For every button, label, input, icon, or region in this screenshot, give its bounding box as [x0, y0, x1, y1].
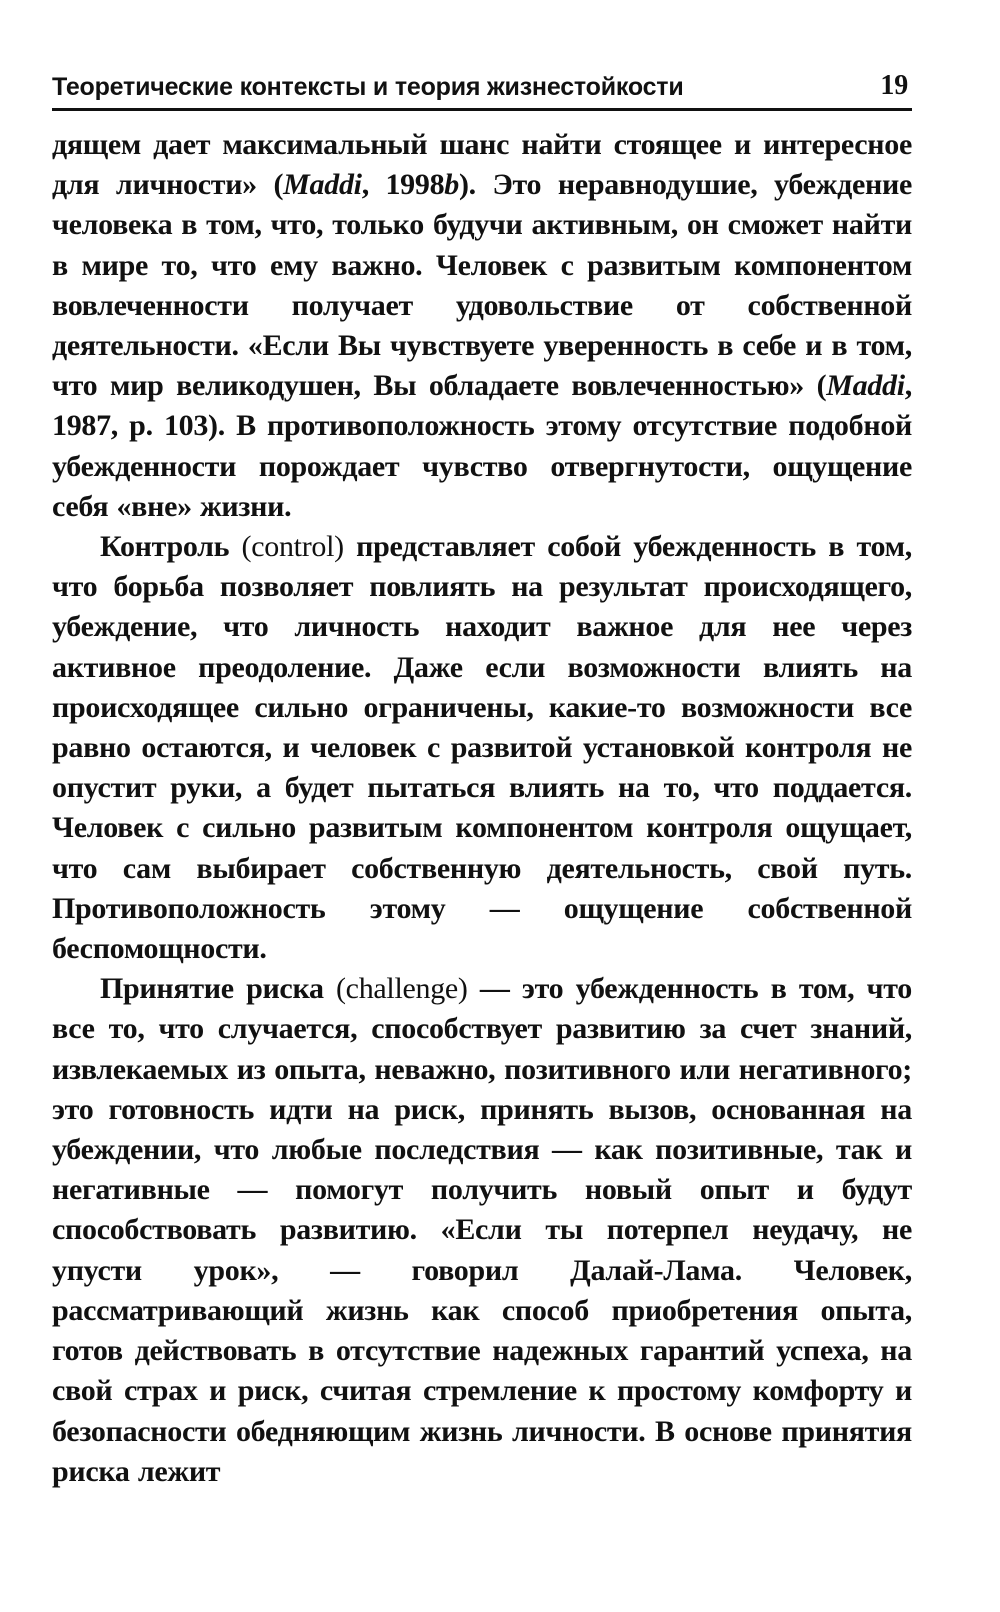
book-page [52, 70, 912, 1570]
citation-suffix: b [444, 168, 459, 202]
paragraph-control [52, 527, 912, 969]
term-challenge: Принятие риска [100, 972, 324, 1006]
term-control: Контроль [100, 530, 230, 564]
paragraph-text: — это убежденность в том, что все то, что случается, способствует развитию за счет знаний, извлекаемых из опыта, неважно, позитивного или негативного; это готовность идти на риск, принять вызов, основанная на убеждении, что любые последствия — как позитивные, так и негативные — помогут получить новый опыт и будут способствовать развитию. «Если ты потерпел неудачу, не упусти урок», — говорил Далай-Лама. Человек, рассматривающий жизнь как способ приобретения опыта, готов действовать в отсутствие надежных гарантий успеха, на свой страх и риск, считая стремление к простому комфорту и безопасности обедняющим жизнь личности. В основе принятия риска лежит [52, 972, 912, 1488]
citation-year: , 1998 [361, 168, 445, 202]
running-header [52, 70, 912, 111]
paragraph-text: ). Это неравнодушие, убеждение человека в том, что, только будучи активным, он сможет найти в мире то, что ему важно. Человек с развитым компонентом вовлеченности получает удовольствие от собственной деятельности. «Если Вы чувствуете уверенность в себе и в том, что мир великодушен, Вы обладаете вовлеченностью» ( [52, 168, 912, 403]
paragraph-text: , 1987, p. 103). В противоположность этому отсутствие подобной убежденности порождает чувство отвергнутости, ощущение себя «вне» жизни. [52, 369, 912, 523]
paragraph-challenge [52, 969, 912, 1492]
body-text [52, 125, 912, 1492]
paragraph-involvement-continued [52, 125, 912, 527]
citation-author: Maddi [826, 369, 905, 403]
page-number: 19 [880, 70, 908, 101]
citation-author: Maddi [283, 168, 362, 202]
running-title: Теоретические контексты и теория жизнестойкости [52, 73, 684, 101]
paragraph-text: представляет собой убежденность в том, что борьба позволяет повлиять на результат происходящего, убеждение, что личность находит важное для нее через активное преодоление. Даже если возможности влиять на происходящее сильно ограничены, какие-то возможности все равно остаются, и человек с развитой установкой контроля не опустит руки, а будет пытаться влиять на то, что поддается. Человек с сильно развитым компонентом контроля ощущает, что сам выбирает собственную деятельность, свой путь. Противоположность этому — ощущение собственной беспомощности. [52, 530, 912, 966]
paragraph-text: дящем дает максимальный шанс найти стоящее и интересное для личности» ( [52, 128, 912, 202]
term-control-english: (control) [229, 530, 357, 564]
term-challenge-english: (challenge) [323, 972, 480, 1006]
